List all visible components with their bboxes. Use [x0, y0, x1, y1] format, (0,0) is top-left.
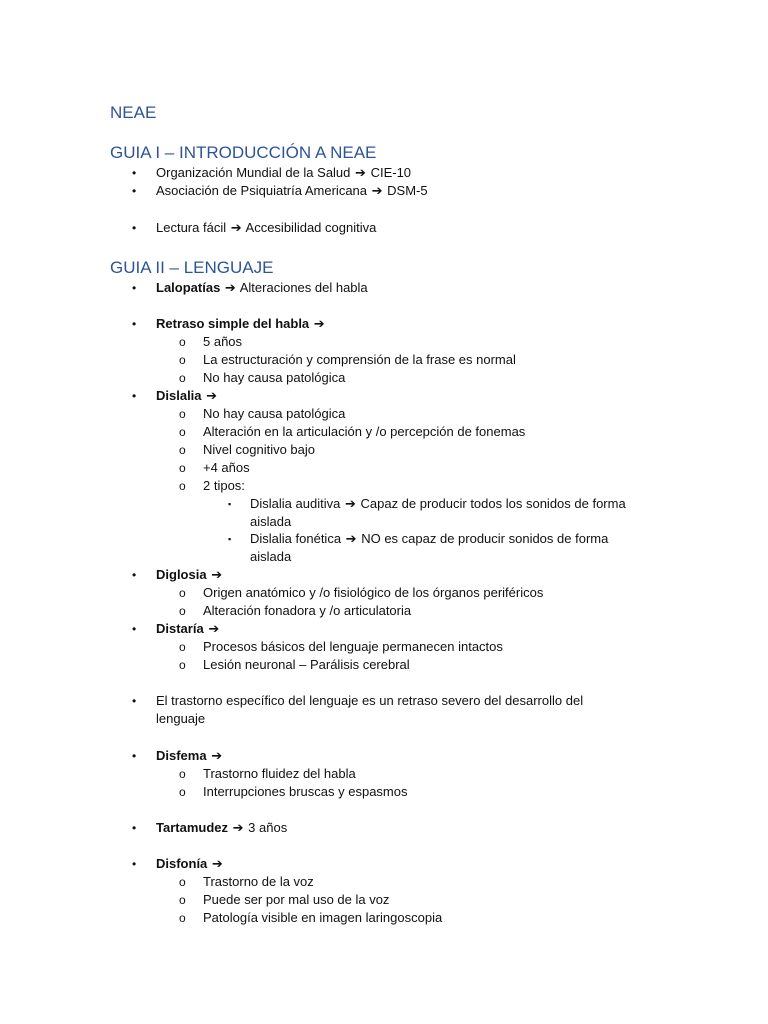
sub-item: Nivel cognitivo bajo	[203, 442, 316, 457]
item-text-continuation: aislada	[250, 514, 292, 529]
item-text: Asociación de Psiquiatría Americana	[156, 183, 368, 198]
bullet-marker: •	[132, 749, 137, 763]
item-text: Dislalia fonética	[250, 531, 342, 546]
sub-sub-item-dislalia-fonetica	[250, 530, 608, 548]
sub-item: 2 tipos:	[203, 478, 245, 493]
arrow-right-icon: ➔	[230, 220, 242, 235]
list-item-dislalia	[156, 387, 218, 405]
document-title: NEAE	[110, 103, 157, 122]
sub-item: Puede ser por mal uso de la voz	[203, 892, 390, 907]
sub-item: Trastorno de la voz	[203, 874, 314, 889]
term-label: Lalopatías	[156, 280, 221, 295]
sub-bullet-marker: o	[179, 479, 186, 493]
item-text: CIE-10	[370, 165, 412, 180]
bullet-marker: •	[132, 221, 137, 235]
section-heading-guia-2: GUIA II – LENGUAJE	[110, 258, 274, 277]
term-label: Distaría	[156, 621, 204, 636]
arrow-right-icon: ➔	[371, 183, 383, 198]
arrow-right-icon: ➔	[211, 567, 223, 582]
item-text: Alteraciones del habla	[239, 280, 368, 295]
sub-bullet-marker: o	[179, 875, 186, 889]
term-label: Disfonía	[156, 856, 208, 871]
sub-item: Procesos básicos del lenguaje permanecen intactos	[203, 639, 503, 654]
sub-bullet-marker: o	[179, 425, 186, 439]
item-text: Lectura fácil	[156, 220, 227, 235]
sub-item: +4 años	[203, 460, 250, 475]
item-text: Accesibilidad cognitiva	[245, 220, 377, 235]
bullet-marker: •	[132, 622, 137, 636]
sub-bullet-marker: o	[179, 767, 186, 781]
item-text-continuation: aislada	[250, 549, 292, 564]
item-text: 3 años	[248, 820, 288, 835]
item-text: Capaz de producir todos los sonidos de forma	[360, 496, 626, 511]
sub-sub-item-dislalia-auditiva	[250, 495, 626, 513]
item-text: DSM-5	[387, 183, 428, 198]
list-item-diglosia	[156, 566, 223, 584]
list-item-tel: El trastorno específico del lenguaje es un retraso severo del desarrollo del	[156, 693, 584, 708]
list-item-disfonia	[156, 855, 224, 873]
arrow-right-icon: ➔	[355, 165, 366, 180]
bullet-marker: •	[132, 184, 137, 198]
sub-item: Alteración fonadora y /o articulatoria	[203, 603, 412, 618]
sub-bullet-marker: o	[179, 371, 186, 385]
list-item-disfema	[156, 747, 223, 765]
item-text-continuation: lenguaje	[156, 711, 206, 726]
bullet-marker: •	[132, 389, 137, 403]
arrow-right-icon: ➔	[206, 388, 218, 403]
list-item-oms	[156, 164, 411, 182]
sub-item: Interrupciones bruscas y espasmos	[203, 784, 408, 799]
list-item-lalopatias	[156, 279, 368, 297]
bullet-marker: •	[132, 857, 137, 871]
sub-bullet-marker: o	[179, 443, 186, 457]
sub-bullet-marker: o	[179, 407, 186, 421]
sub-item: Lesión neuronal – Parálisis cerebral	[203, 657, 410, 672]
arrow-right-icon: ➔	[208, 621, 220, 636]
sub-item: No hay causa patológica	[203, 370, 346, 385]
arrow-right-icon: ➔	[232, 820, 244, 835]
bullet-marker: •	[132, 317, 137, 331]
sub-item: 5 años	[203, 334, 243, 349]
sub-bullet-marker: o	[179, 604, 186, 618]
item-text: Dislalia auditiva	[250, 496, 341, 511]
list-item-distaria	[156, 620, 220, 638]
bullet-marker: •	[132, 821, 137, 835]
square-bullet-marker: ▪	[228, 534, 232, 544]
arrow-right-icon: ➔	[211, 748, 223, 763]
bullet-marker: •	[132, 568, 137, 582]
bullet-marker: •	[132, 166, 137, 180]
item-text: NO es capaz de producir sonidos de forma	[361, 531, 609, 546]
sub-item: Trastorno fluidez del habla	[203, 766, 356, 781]
sub-item: Alteración en la articulación y /o percepción de fonemas	[203, 424, 526, 439]
sub-bullet-marker: o	[179, 785, 186, 799]
term-label: Diglosia	[156, 567, 207, 582]
sub-item: Patología visible en imagen laringoscopia	[203, 910, 443, 925]
square-bullet-marker: ▪	[228, 499, 232, 509]
arrow-right-icon: ➔	[211, 856, 223, 871]
sub-item: No hay causa patológica	[203, 406, 346, 421]
list-item-lectura-facil	[156, 219, 376, 237]
arrow-right-icon: ➔	[344, 496, 356, 511]
section-heading-guia-1: GUIA I – INTRODUCCIÓN A NEAE	[110, 143, 377, 162]
arrow-right-icon: ➔	[224, 280, 236, 295]
sub-bullet-marker: o	[179, 335, 186, 349]
arrow-right-icon: ➔	[313, 316, 325, 331]
item-text: Organización Mundial de la Salud	[156, 165, 351, 180]
sub-item: La estructuración y comprensión de la frase es normal	[203, 352, 516, 367]
sub-bullet-marker: o	[179, 911, 186, 925]
sub-bullet-marker: o	[179, 658, 186, 672]
sub-bullet-marker: o	[179, 461, 186, 475]
term-label: Disfema	[156, 748, 207, 763]
arrow-right-icon: ➔	[345, 531, 357, 546]
sub-bullet-marker: o	[179, 893, 186, 907]
bullet-marker: •	[132, 281, 137, 295]
sub-bullet-marker: o	[179, 353, 186, 367]
term-label: Tartamudez	[156, 820, 228, 835]
sub-item: Origen anatómico y /o fisiológico de los órganos periféricos	[203, 585, 544, 600]
bullet-marker: •	[132, 694, 137, 708]
list-item-tartamudez	[156, 819, 287, 837]
term-label: Retraso simple del habla	[156, 316, 310, 331]
list-item-apa	[156, 182, 428, 200]
sub-bullet-marker: o	[179, 640, 186, 654]
sub-bullet-marker: o	[179, 586, 186, 600]
list-item-retraso	[156, 315, 326, 333]
term-label: Dislalia	[156, 388, 202, 403]
